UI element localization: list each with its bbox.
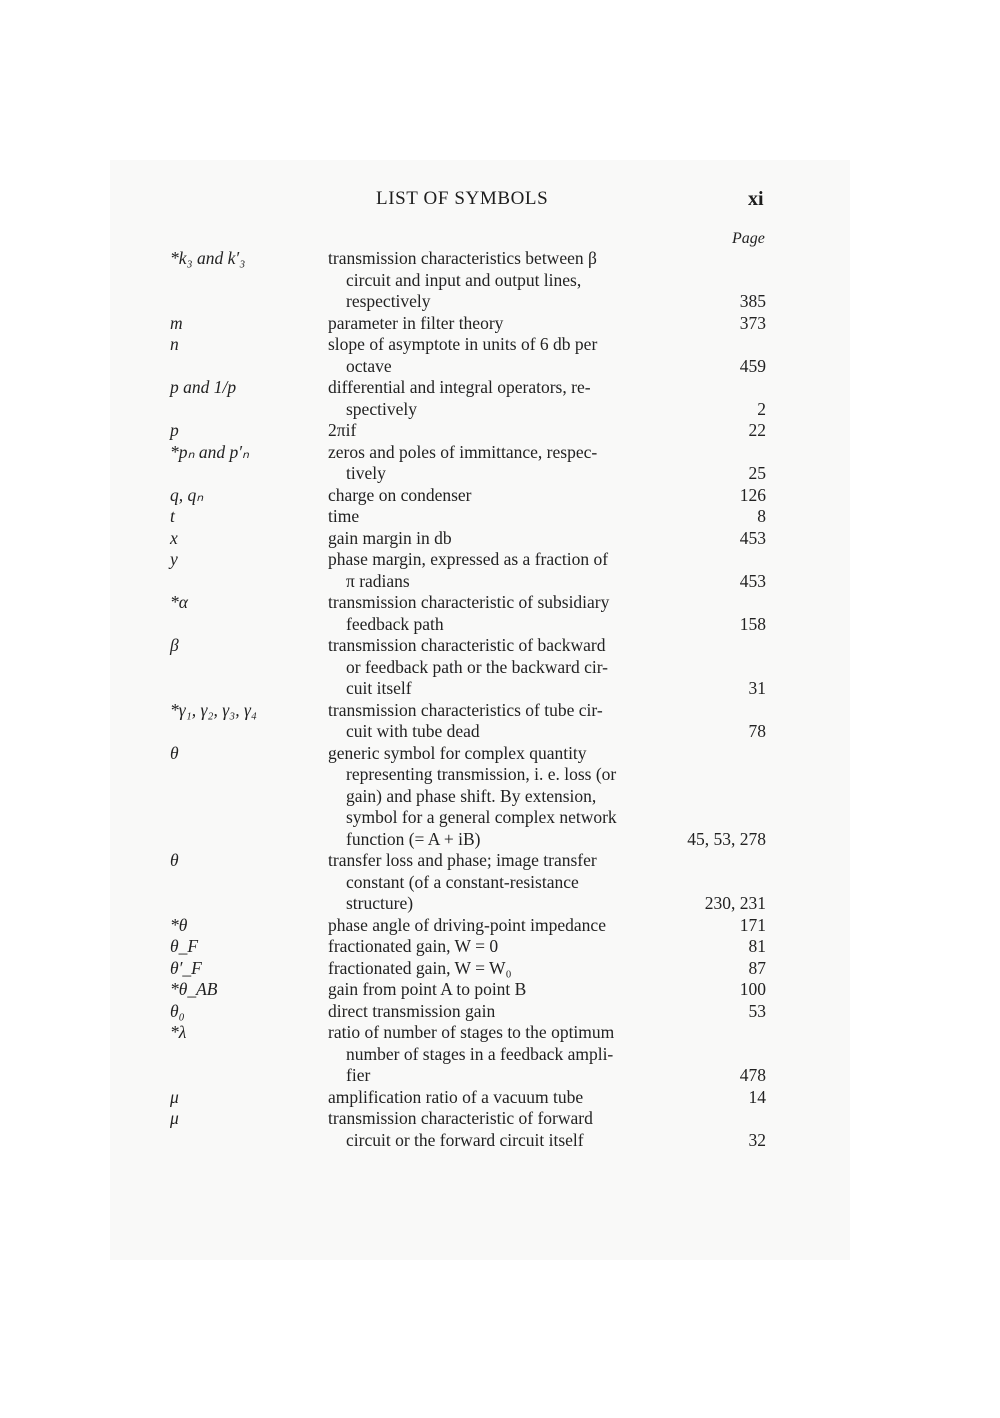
symbol-description: [328, 915, 674, 937]
symbol-entry: [0, 1022, 1000, 1087]
symbol-description: [328, 1001, 674, 1023]
symbol: *θ_AB: [170, 979, 218, 999]
description-line: gain from point A to point B: [328, 979, 527, 999]
symbol-entry: [0, 549, 1000, 592]
description-line: or feedback path or the backward cir-: [346, 656, 609, 677]
symbol-description: [328, 700, 674, 743]
description-line: differential and integral operators, re-: [328, 377, 591, 397]
symbol-description: [328, 420, 674, 442]
page-reference: 2: [757, 398, 766, 419]
symbol-description: [328, 850, 674, 915]
description-line: phase angle of driving-point impedance: [328, 914, 606, 935]
description-line: slope of asymptote in units of 6 db per: [328, 334, 598, 354]
description-line: symbol for a general complex network: [346, 807, 617, 827]
symbol-description: [328, 506, 674, 528]
symbol-description: [328, 743, 674, 851]
symbol-entry: [0, 850, 1000, 915]
description-line: π radians: [346, 570, 410, 591]
symbol-description: [328, 528, 674, 550]
description-line: transmission characteristic of backward: [328, 635, 606, 655]
symbol-description: [328, 549, 674, 592]
symbol: p and 1/p: [170, 377, 237, 397]
symbol-description: [328, 313, 674, 335]
page-reference: 478: [739, 1065, 766, 1085]
symbol-description: [328, 936, 674, 958]
page-reference: 373: [739, 312, 766, 333]
description-line: ratio of number of stages to the optimum: [328, 1022, 615, 1042]
page-reference: 100: [739, 979, 766, 999]
description-line: 2πif: [328, 420, 357, 440]
symbol-description: [328, 1108, 674, 1151]
symbol: p: [170, 420, 179, 440]
page-reference: 453: [739, 527, 766, 548]
page-reference: 45, 53, 278: [687, 828, 766, 849]
symbol: t: [170, 506, 175, 526]
page-reference: 230, 231: [704, 893, 766, 913]
symbol: θ′_F: [170, 957, 202, 978]
page-reference: 32: [748, 1129, 766, 1150]
page-reference: 158: [739, 613, 766, 634]
symbol-entry: [0, 635, 1000, 700]
description-line: circuit or the forward circuit itself: [346, 1129, 584, 1150]
symbol: θ_F: [170, 936, 199, 956]
symbol: *γ₁, γ₂, γ₃, γ₄: [170, 699, 257, 720]
description-line: fier: [346, 1065, 371, 1085]
symbol-entry: [0, 915, 1000, 937]
page-reference: 81: [748, 936, 766, 956]
description-line: structure): [346, 893, 414, 913]
description-line: tively: [346, 463, 386, 483]
symbol: q, qₙ: [170, 484, 204, 505]
description-line: phase margin, expressed as a fraction of: [328, 549, 609, 569]
description-line: circuit and input and output lines,: [346, 269, 582, 290]
symbol-entry: [0, 592, 1000, 635]
symbol: θ: [170, 850, 179, 870]
page-column-label: Page: [732, 230, 765, 247]
description-line: spectively: [346, 398, 417, 419]
description-line: transfer loss and phase; image transfer: [328, 850, 597, 870]
description-line: representing transmission, i. e. loss (or: [346, 764, 617, 784]
symbol-entry: [0, 506, 1000, 528]
description-line: time: [328, 506, 360, 526]
symbol: μ: [170, 1108, 179, 1128]
symbol-entry: [0, 979, 1000, 1001]
page-reference: 14: [748, 1086, 766, 1107]
symbol: *pₙ and p′ₙ: [170, 441, 250, 462]
page-reference: 453: [739, 570, 766, 591]
description-line: cuit with tube dead: [346, 721, 480, 741]
symbol-entry: [0, 377, 1000, 420]
symbol-description: [328, 958, 674, 980]
symbol-entry: [0, 442, 1000, 485]
symbol-entry: [0, 248, 1000, 313]
symbol-entry: [0, 958, 1000, 980]
description-line: octave: [346, 355, 392, 376]
description-line: fractionated gain, W = W₀: [328, 957, 512, 978]
description-line: transmission characteristics between β: [328, 248, 597, 268]
description-line: fractionated gain, W = 0: [328, 936, 499, 956]
description-line: transmission characteristic of subsidiary: [328, 592, 610, 612]
description-line: amplification ratio of a vacuum tube: [328, 1086, 584, 1107]
description-line: respectively: [346, 291, 431, 311]
symbol: y: [170, 549, 178, 569]
page-reference: 385: [739, 291, 766, 311]
symbol: *θ: [170, 914, 188, 935]
symbol-description: [328, 442, 674, 485]
symbol-list: [0, 248, 1000, 1151]
description-line: gain margin in db: [328, 527, 452, 548]
page-reference: 31: [748, 678, 766, 698]
page-reference: 459: [739, 355, 766, 376]
symbol-description: [328, 1087, 674, 1109]
page-reference: 87: [748, 957, 766, 978]
symbol-description: [328, 635, 674, 700]
description-line: function (= A + iB): [346, 828, 481, 849]
symbol-entry: [0, 334, 1000, 377]
symbol: x: [170, 527, 178, 548]
page-reference: 8: [757, 506, 766, 526]
symbol-entry: [0, 1087, 1000, 1109]
page-number: xi: [748, 188, 764, 210]
symbol: θ: [170, 742, 179, 763]
symbol-description: [328, 592, 674, 635]
description-line: zeros and poles of immittance, respec-: [328, 441, 598, 462]
description-line: generic symbol for complex quantity: [328, 742, 587, 763]
symbol: *α: [170, 592, 188, 612]
symbol-entry: [0, 313, 1000, 335]
symbol: θ₀: [170, 1000, 185, 1021]
symbol-entry: [0, 420, 1000, 442]
description-line: number of stages in a feedback ampli-: [346, 1043, 614, 1064]
page-reference: 78: [748, 721, 766, 741]
symbol-entry: [0, 1001, 1000, 1023]
symbol: β: [170, 635, 179, 655]
description-line: transmission characteristic of forward: [328, 1108, 593, 1128]
symbol-entry: [0, 485, 1000, 507]
symbol-description: [328, 334, 674, 377]
description-line: parameter in filter theory: [328, 312, 504, 333]
page-reference: 22: [748, 420, 766, 440]
symbol-description: [328, 377, 674, 420]
symbol: m: [170, 312, 183, 333]
description-line: transmission characteristics of tube cir-: [328, 699, 603, 720]
symbol: n: [170, 334, 179, 354]
description-line: gain) and phase shift. By extension,: [346, 785, 597, 806]
description-line: constant (of a constant-resistance: [346, 871, 579, 892]
symbol: *λ: [170, 1022, 187, 1042]
symbol-description: [328, 979, 674, 1001]
page-reference: 25: [748, 463, 766, 483]
symbol: μ: [170, 1086, 179, 1107]
page-reference: 171: [739, 914, 766, 935]
symbol-description: [328, 485, 674, 507]
page-header: [0, 186, 1000, 216]
running-title: LIST OF SYMBOLS: [376, 188, 549, 209]
description-line: direct transmission gain: [328, 1000, 496, 1021]
symbol-entry: [0, 528, 1000, 550]
page-reference: 53: [748, 1000, 766, 1021]
symbol: *k₃ and k′₃: [170, 248, 246, 268]
description-line: feedback path: [346, 613, 444, 634]
description-line: charge on condenser: [328, 484, 472, 505]
description-line: cuit itself: [346, 678, 412, 698]
symbol-entry: [0, 1108, 1000, 1151]
symbol-entry: [0, 936, 1000, 958]
page-reference: 126: [739, 484, 766, 505]
symbol-entry: [0, 700, 1000, 743]
symbol-description: [328, 248, 674, 313]
symbol-description: [328, 1022, 674, 1087]
symbol-entry: [0, 743, 1000, 851]
